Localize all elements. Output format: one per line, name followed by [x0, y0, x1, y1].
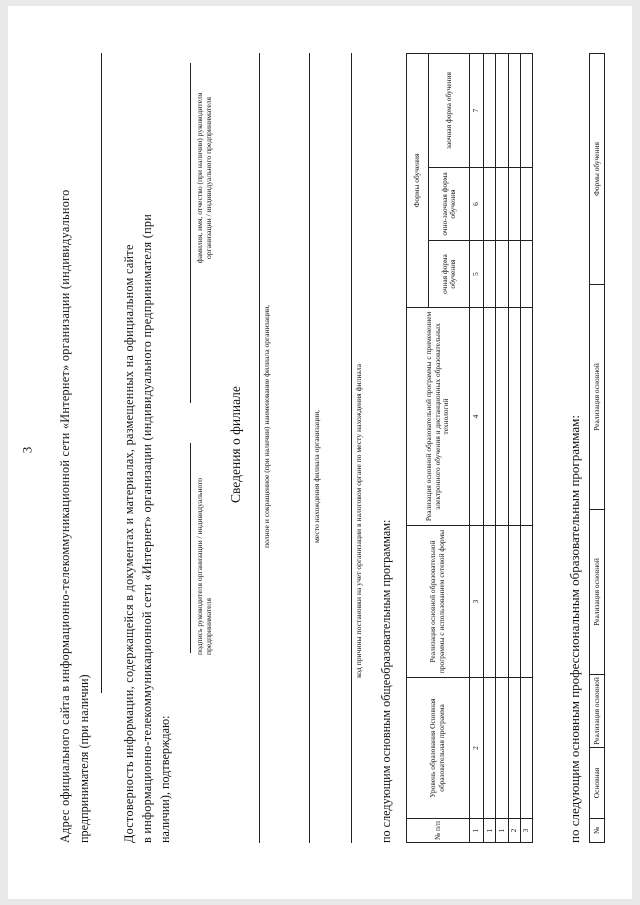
- table-cell: [496, 678, 508, 819]
- site-address-line-2: предпринимателя (при наличии): [77, 674, 91, 843]
- table-cell: [484, 678, 496, 819]
- col-parttime-header: очно-заочная форма обучения: [429, 168, 470, 241]
- col-index-6: 6: [469, 168, 483, 241]
- table-cell: [496, 168, 508, 241]
- table-cell: [496, 526, 508, 678]
- confirm-line-1: Достоверность информации, содержащейся в документах и материалах, размещенных на официальном сайте: [122, 244, 136, 843]
- table-cell: [520, 168, 532, 241]
- table-cell: [484, 168, 496, 241]
- col-num-header: № п/п: [407, 819, 470, 843]
- branch-location-line: [309, 53, 310, 843]
- fio-line: [190, 63, 191, 403]
- table-cell: [508, 678, 520, 819]
- prof-col-realization2-header: Реализация основной: [590, 510, 605, 675]
- general-programs-heading: по следующим основным общеобразовательным программам:: [379, 519, 393, 843]
- site-address-line-1: Адрес официального сайта в информационно-телекоммуникационной сети «Интернет» организации (индивидуального: [58, 189, 72, 843]
- branch-name-caption: полное и сокращенное (при наличии) наименование филиала организации,: [262, 304, 271, 548]
- col-index-1: 1: [469, 819, 483, 843]
- col-index-5: 5: [469, 241, 483, 308]
- general-programs-table: [406, 53, 533, 843]
- table-row-number: 1: [496, 819, 508, 843]
- branch-heading: Сведения о филиале: [228, 386, 243, 503]
- table-cell: [484, 54, 496, 168]
- table-cell: [496, 308, 508, 526]
- table-row-number: 2: [508, 819, 520, 843]
- table-cell: [520, 678, 532, 819]
- col-index-4: 4: [469, 308, 483, 526]
- kpp-caption: код причины постановки на учет организации в налоговом органе по месту нахождения филиала: [354, 363, 363, 678]
- table-cell: [520, 308, 532, 526]
- prof-col-forms-header: Формы обучения: [590, 54, 605, 285]
- prof-col-realization1-header: Реализация основной: [590, 675, 605, 748]
- branch-name-line: [259, 53, 260, 843]
- prof-col-realization3-header: Реализация основной: [590, 285, 605, 510]
- table-row-number: 1: [484, 819, 496, 843]
- col-forms-header: Формы обучения: [407, 54, 429, 308]
- page-number: 3: [19, 446, 35, 454]
- kpp-line: [351, 53, 352, 843]
- table-cell: [520, 241, 532, 308]
- col-level-header: Уровень образования Основная образовательная программа: [407, 678, 470, 819]
- table-cell: [484, 526, 496, 678]
- table-cell: [484, 241, 496, 308]
- table-cell: [496, 241, 508, 308]
- table-cell: [520, 526, 532, 678]
- signature-line: [190, 443, 191, 653]
- prof-col-num-header: №: [590, 819, 605, 843]
- table-cell: [496, 54, 508, 168]
- table-cell: [508, 241, 520, 308]
- signature-caption: подпись руководителя организации / индивидуального предпринимателя: [195, 477, 213, 655]
- professional-programs-heading: по следующим основным профессиональным образовательным программам:: [567, 415, 582, 843]
- col-index-7: 7: [469, 54, 483, 168]
- page-content: [57, 53, 605, 843]
- col-fulltime-header: очная форма обучения: [429, 241, 470, 308]
- col-correspondence-header: заочная форма обучения: [429, 54, 470, 168]
- table-cell: [508, 308, 520, 526]
- table-cell: [520, 54, 532, 168]
- table-cell: [484, 308, 496, 526]
- fio-caption: фамилия, имя, отчество (при наличии) руководителя организации / индивидуального предпринимателя: [195, 92, 213, 264]
- col-index-3: 3: [469, 526, 483, 678]
- col-index-2: 2: [469, 678, 483, 819]
- confirm-line-3: наличии), подтверждаю:: [158, 715, 172, 843]
- table-row-number: 3: [520, 819, 532, 843]
- professional-programs-table: [589, 53, 605, 843]
- table-cell: [508, 526, 520, 678]
- confirm-line-2: в информационно-телекоммуникационной сети «Интернет» организации (индивидуального предпринимателя (при: [140, 213, 154, 843]
- col-distance-header: Реализация основной образовательной программы с применением электронного обучения и дистанционных образовательных технологий: [407, 308, 470, 526]
- table-cell: [508, 54, 520, 168]
- branch-location-caption: место нахождения филиала организации,: [312, 409, 321, 543]
- prof-col-basic-header: Основная: [590, 748, 605, 819]
- col-network-header: Реализация основной образовательной программы с использованием сетевой формы: [407, 526, 470, 678]
- site-address-blank: [101, 53, 102, 693]
- table-cell: [508, 168, 520, 241]
